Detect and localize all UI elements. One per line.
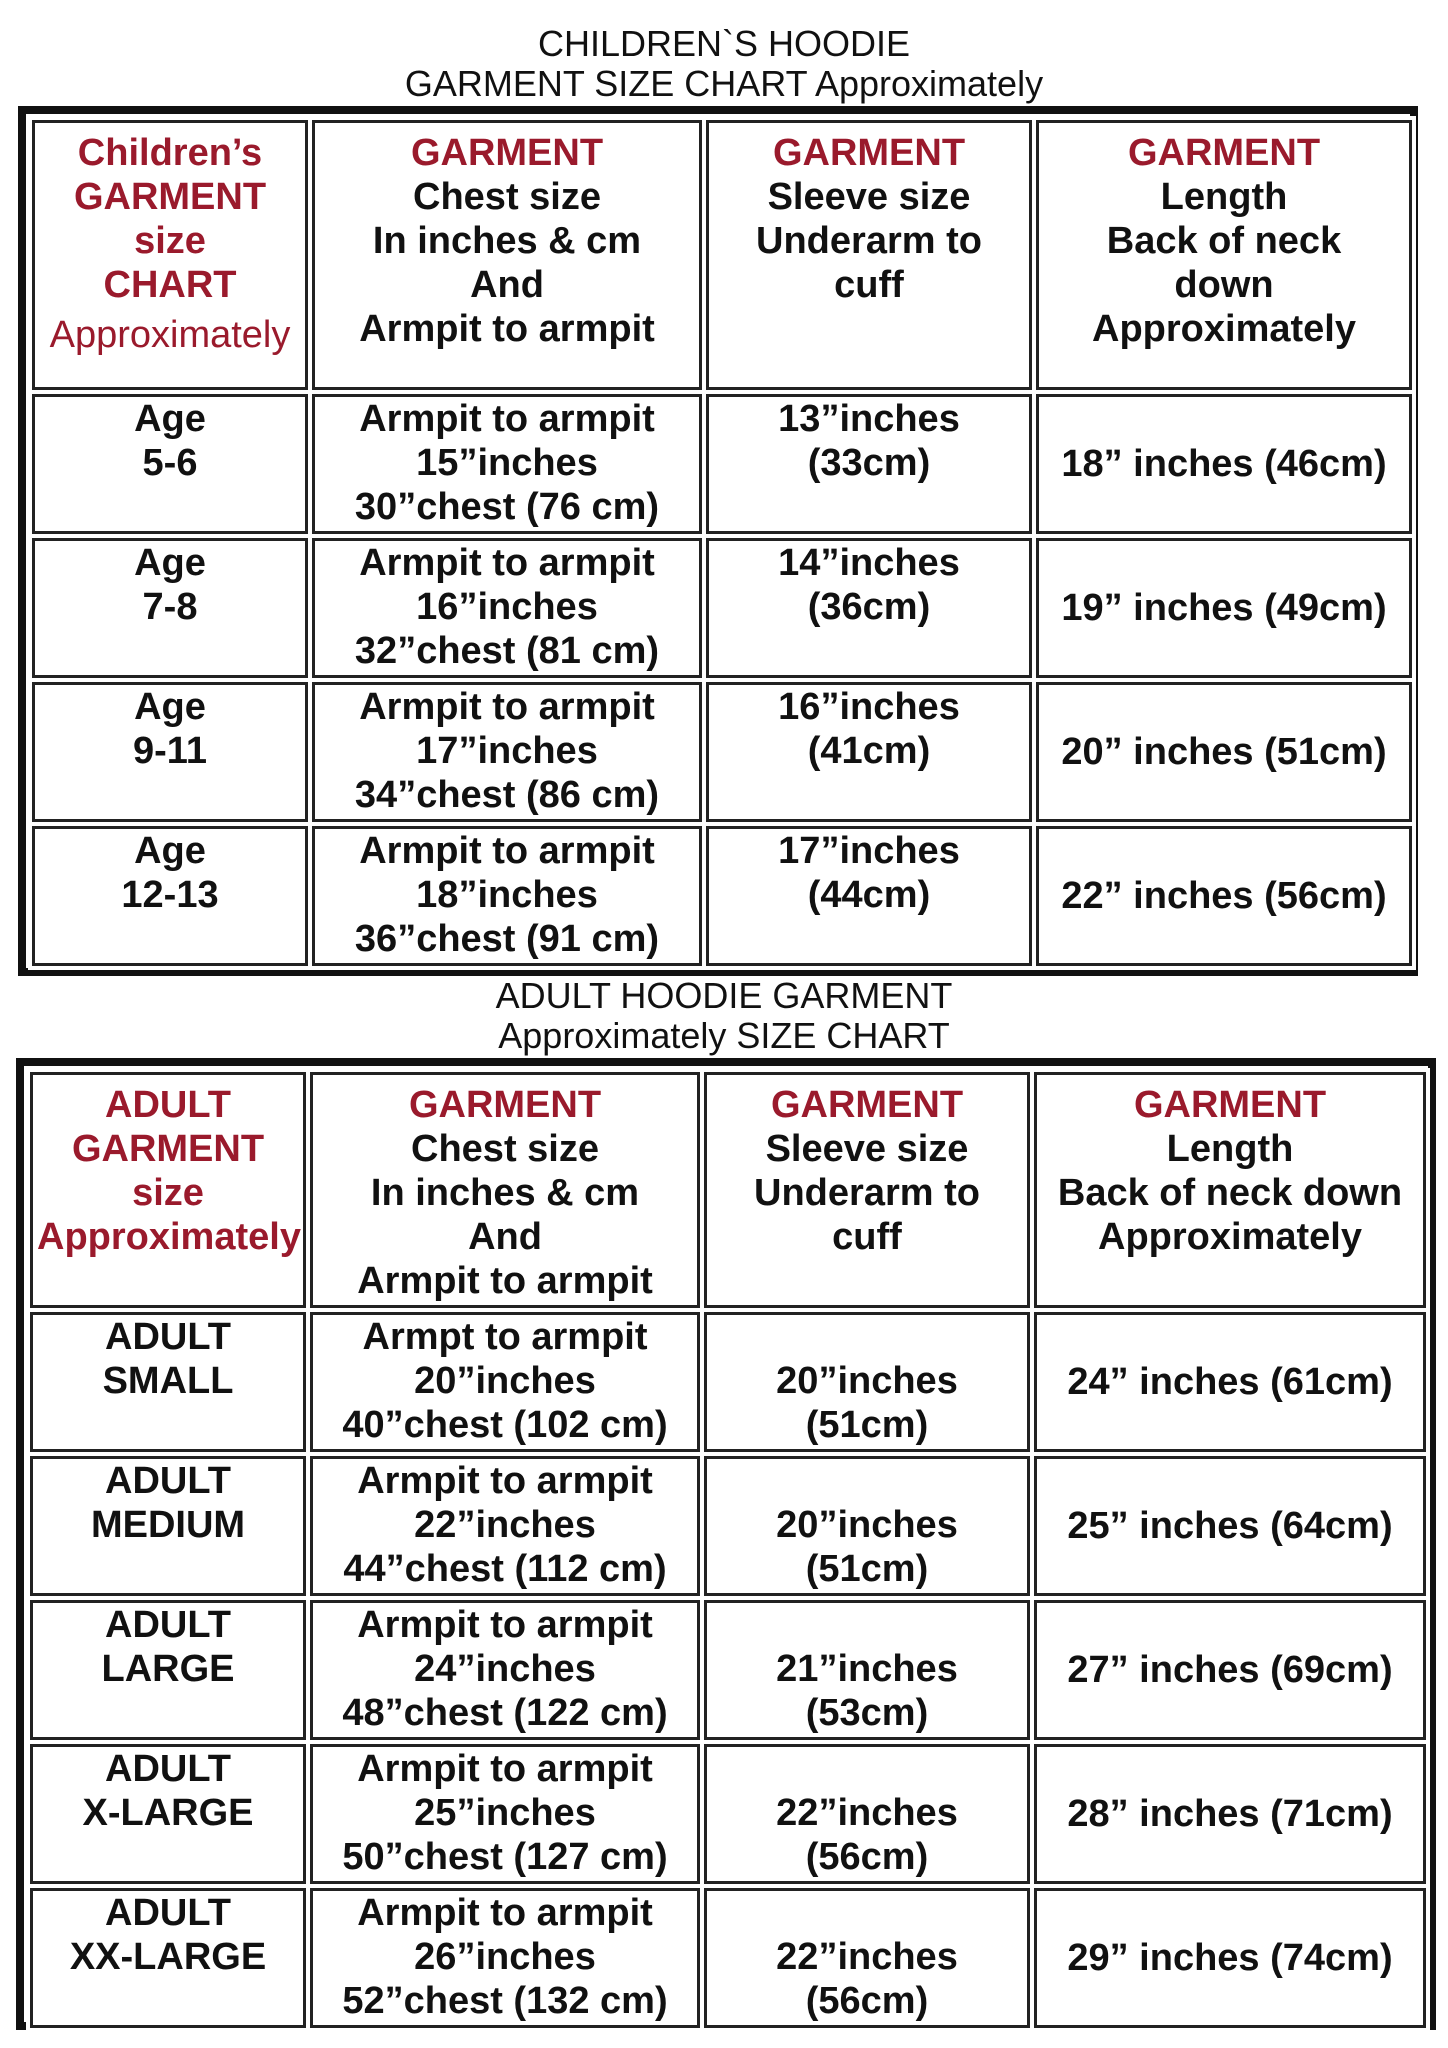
header-text: Back of neck down — [1057, 1172, 1403, 1214]
children-table-frame — [18, 106, 1418, 976]
size-text: Age — [134, 830, 206, 872]
chest-text: Armpit to armpit — [357, 1460, 653, 1502]
header-text: Underarm to — [756, 220, 982, 262]
header-text: Underarm to — [754, 1172, 980, 1214]
table-row — [32, 826, 1412, 966]
header-text: cuff — [834, 264, 904, 306]
size-cell — [30, 1456, 306, 1596]
adult-size-table — [26, 1068, 1430, 2032]
sleeve-cell — [704, 1600, 1030, 1740]
sleeve-text: 22”inches — [776, 1936, 958, 1978]
adult-table-frame — [16, 1058, 1436, 2030]
chest-text: Armpit to armpit — [359, 830, 655, 872]
length-cell: 28” inches (71cm) — [1034, 1744, 1426, 1884]
chest-text: Armpit to armpit — [357, 1748, 653, 1790]
size-cell — [32, 826, 308, 966]
children-title-line2: GARMENT SIZE CHART Approximately — [404, 63, 1044, 104]
adult-header-row — [30, 1072, 1426, 1308]
table-row — [30, 1456, 1426, 1596]
size-text: 7-8 — [142, 586, 198, 628]
table-row — [32, 538, 1412, 678]
chest-text: 30”chest (76 cm) — [354, 486, 660, 528]
size-cell — [30, 1600, 306, 1740]
chest-text: 34”chest (86 cm) — [354, 774, 660, 816]
sleeve-text: (56cm) — [805, 1836, 929, 1878]
chest-text: 48”chest (122 cm) — [342, 1692, 668, 1734]
header-text: down — [1174, 264, 1274, 306]
size-cell — [32, 538, 308, 678]
header-text: Sleeve size — [767, 176, 971, 218]
sleeve-text: 20”inches — [776, 1504, 958, 1546]
chest-text: 25”inches — [414, 1792, 596, 1834]
header-text: Chest size — [411, 1128, 599, 1170]
header-text: CHART — [103, 264, 237, 306]
header-text: GARMENT — [408, 1084, 602, 1126]
size-text: 9-11 — [133, 730, 207, 772]
children-size-table — [28, 116, 1416, 970]
children-header-length — [1036, 120, 1412, 390]
sleeve-cell — [704, 1888, 1030, 2028]
adult-title-line1: ADULT HOODIE GARMENT — [495, 975, 953, 1016]
header-text: Armpit to armpit — [357, 1260, 653, 1302]
table-row — [32, 682, 1412, 822]
children-header-size — [32, 120, 308, 390]
table-row — [30, 1600, 1426, 1740]
header-text: GARMENT — [770, 1084, 964, 1126]
sleeve-text: (53cm) — [805, 1692, 929, 1734]
chest-text: Armpt to armpit — [362, 1316, 648, 1358]
header-text: Approximately — [1098, 1216, 1362, 1258]
chest-text: 17”inches — [416, 730, 598, 772]
sleeve-cell — [706, 394, 1032, 534]
adult-title — [0, 976, 1448, 1056]
header-text: size — [132, 1172, 204, 1214]
size-text: Age — [134, 686, 206, 728]
chest-text: Armpit to armpit — [357, 1892, 653, 1934]
length-cell: 18” inches (46cm) — [1036, 394, 1412, 534]
chest-text: 36”chest (91 cm) — [354, 918, 660, 960]
chest-text: 16”inches — [416, 586, 598, 628]
size-text: ADULT — [105, 1748, 231, 1790]
chest-text: Armpit to armpit — [357, 1604, 653, 1646]
length-cell: 25” inches (64cm) — [1034, 1456, 1426, 1596]
size-text: Age — [134, 398, 206, 440]
size-text: ADULT — [105, 1316, 231, 1358]
table-row — [32, 394, 1412, 534]
chest-cell — [310, 1456, 700, 1596]
sleeve-text: 13”inches — [778, 398, 960, 440]
header-text: GARMENT — [73, 176, 267, 218]
size-cell — [32, 394, 308, 534]
chest-cell — [312, 682, 702, 822]
sleeve-cell — [706, 538, 1032, 678]
header-text: In inches & cm — [372, 220, 642, 262]
adult-header-size — [30, 1072, 306, 1308]
chest-text: 26”inches — [414, 1936, 596, 1978]
table-row — [30, 1888, 1426, 2028]
chest-text: 22”inches — [414, 1504, 596, 1546]
header-text: GARMENT — [71, 1128, 265, 1170]
chest-text: Armpit to armpit — [359, 542, 655, 584]
sleeve-cell — [706, 682, 1032, 822]
chest-text: 50”chest (127 cm) — [342, 1836, 668, 1878]
size-text: LARGE — [101, 1648, 235, 1690]
sleeve-cell — [704, 1312, 1030, 1452]
sleeve-cell — [704, 1744, 1030, 1884]
header-text: Back of neck — [1106, 220, 1342, 262]
header-text: Approximately — [49, 314, 291, 356]
chest-cell — [310, 1312, 700, 1452]
adult-header-sleeve — [704, 1072, 1030, 1308]
chest-cell — [312, 394, 702, 534]
children-header-sleeve — [706, 120, 1032, 390]
header-text: Approximately — [1092, 308, 1356, 350]
header-text: Children’s — [77, 132, 263, 174]
length-cell: 19” inches (49cm) — [1036, 538, 1412, 678]
length-cell: 29” inches (74cm) — [1034, 1888, 1426, 2028]
children-title-line1: CHILDREN`S HOODIE — [537, 23, 911, 64]
children-header-chest — [312, 120, 702, 390]
header-text: And — [468, 1216, 542, 1258]
sleeve-text: (41cm) — [807, 730, 931, 772]
sleeve-text: (51cm) — [805, 1404, 929, 1446]
size-text: 12-13 — [121, 874, 219, 916]
chest-text: 44”chest (112 cm) — [343, 1548, 667, 1590]
sleeve-text: 17”inches — [778, 830, 960, 872]
length-cell: 22” inches (56cm) — [1036, 826, 1412, 966]
chest-text: 18”inches — [416, 874, 598, 916]
sleeve-text: (56cm) — [805, 1980, 929, 2022]
header-text: Chest size — [413, 176, 601, 218]
children-title — [0, 24, 1448, 104]
chest-cell — [310, 1600, 700, 1740]
size-text: X-LARGE — [82, 1792, 254, 1834]
sleeve-cell — [704, 1456, 1030, 1596]
header-text: size — [134, 220, 206, 262]
size-cell — [30, 1888, 306, 2028]
sleeve-cell — [706, 826, 1032, 966]
header-text: And — [470, 264, 544, 306]
length-cell: 24” inches (61cm) — [1034, 1312, 1426, 1452]
size-text: MEDIUM — [90, 1504, 246, 1546]
chest-text: Armpit to armpit — [359, 686, 655, 728]
header-text: Sleeve size — [765, 1128, 969, 1170]
size-text: SMALL — [102, 1360, 234, 1402]
sleeve-text: 20”inches — [776, 1360, 958, 1402]
sleeve-text: (51cm) — [805, 1548, 929, 1590]
header-text: cuff — [832, 1216, 902, 1258]
header-text: GARMENT — [410, 132, 604, 174]
header-text: ADULT — [105, 1084, 231, 1126]
chest-text: Armpit to armpit — [359, 398, 655, 440]
header-text: GARMENT — [1133, 1084, 1327, 1126]
table-row — [30, 1744, 1426, 1884]
chest-cell — [310, 1888, 700, 2028]
chest-text: 24”inches — [414, 1648, 596, 1690]
sleeve-text: 21”inches — [776, 1648, 958, 1690]
sleeve-text: 14”inches — [778, 542, 960, 584]
length-cell: 20” inches (51cm) — [1036, 682, 1412, 822]
size-text: ADULT — [105, 1892, 231, 1934]
chest-cell — [312, 826, 702, 966]
size-text: 5-6 — [142, 442, 198, 484]
header-text: Approximately — [37, 1216, 301, 1258]
chest-cell — [310, 1744, 700, 1884]
chest-cell — [312, 538, 702, 678]
sleeve-text: 22”inches — [776, 1792, 958, 1834]
chest-text: 20”inches — [414, 1360, 596, 1402]
header-text: GARMENT — [1127, 132, 1321, 174]
size-text: ADULT — [105, 1604, 231, 1646]
size-cell — [30, 1312, 306, 1452]
children-header-row — [32, 120, 1412, 390]
adult-header-length — [1034, 1072, 1426, 1308]
header-text: GARMENT — [772, 132, 966, 174]
adult-header-chest — [310, 1072, 700, 1308]
chest-text: 15”inches — [416, 442, 598, 484]
chest-text: 32”chest (81 cm) — [354, 630, 660, 672]
header-text: In inches & cm — [370, 1172, 640, 1214]
size-text: Age — [134, 542, 206, 584]
chest-text: 52”chest (132 cm) — [342, 1980, 668, 2022]
header-text: Length — [1166, 1128, 1294, 1170]
sleeve-text: (36cm) — [807, 586, 931, 628]
header-text: Armpit to armpit — [359, 308, 655, 350]
chest-text: 40”chest (102 cm) — [342, 1404, 668, 1446]
sleeve-text: (44cm) — [807, 874, 931, 916]
size-text: ADULT — [105, 1460, 231, 1502]
size-cell — [32, 682, 308, 822]
size-cell — [30, 1744, 306, 1884]
adult-title-line2: Approximately SIZE CHART — [498, 1015, 950, 1056]
sleeve-text: (33cm) — [807, 442, 931, 484]
size-text: XX-LARGE — [69, 1936, 267, 1978]
header-text: Length — [1160, 176, 1288, 218]
length-cell: 27” inches (69cm) — [1034, 1600, 1426, 1740]
sleeve-text: 16”inches — [778, 686, 960, 728]
table-row — [30, 1312, 1426, 1452]
